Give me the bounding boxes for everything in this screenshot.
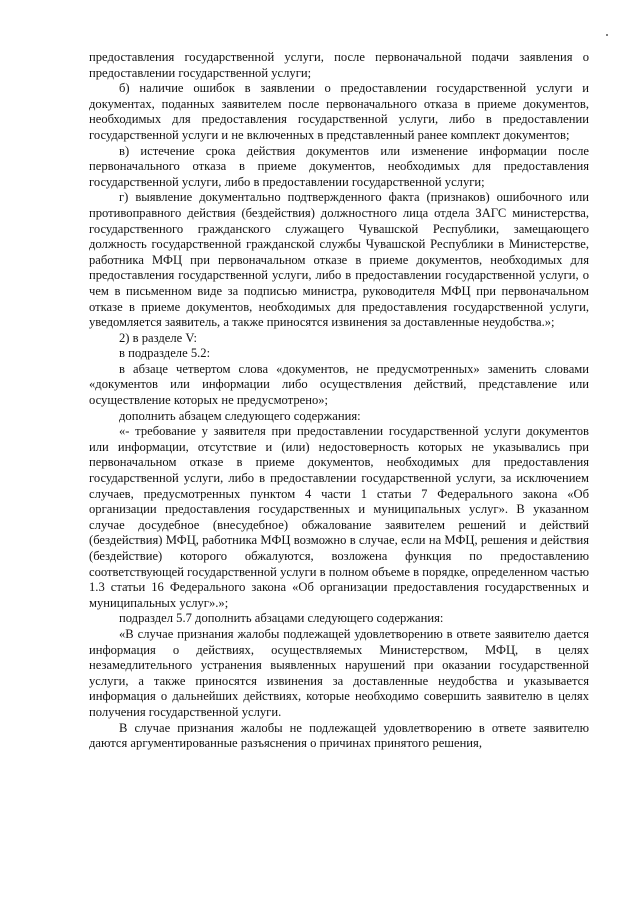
paragraph-item-v: в) истечение срока действия документов или изменение информации после первоначального отказа в приеме документов, необходимых для предоставления государственной услуги, либо в предоставлении государственной услуги; [89,143,589,189]
paragraph-complaint-rejected: В случае признания жалобы не подлежащей удовлетворению в ответе заявителю даются аргументированные разъяснения о причинах принятого решения, [89,720,589,751]
document-body [89,50,589,752]
paragraph-subsection-5-7: подраздел 5.7 дополнить абзацами следующего содержания: [119,611,444,626]
paragraph-complaint-satisfied: «В случае признания жалобы подлежащей удовлетворению в ответе заявителю дается информация о действиях, осуществляемых Министерством, МФЦ, в целях незамедлительного устранения выявленных нарушений при оказании государственной услуги, а также приносятся извинения за доставленные неудобства и указывается информация о дальнейших действиях, которые необходимо совершить заявителю в целях получения государственной услуги. [89,626,589,719]
paragraph-amend-fourth: в абзаце четвертом слова «документов, не предусмотренных» заменить словами «документов или информации либо осуществления действий, представление или осуществление которых не предусмотрено»; [89,361,589,408]
paragraph-subsection-5-2: в подразделе 5.2: [119,346,211,361]
paragraph-item-b: б) наличие ошибок в заявлении о предоставлении государственной услуги и документах, поданных заявителем после первоначального отказа в приеме документов, необходимых для предоставления государственной услуги, либо в предоставлении государственной услуги и не включенных в представленный ранее комплект документов; [89,81,589,142]
paragraph-item-g: г) выявление документально подтвержденного факта (признаков) ошибочного или противоправного действия (бездействия) должностного лица отдела ЗАГС министерства, государственного гражданского служащего Чувашской Республики, замещающего должность государственной гражданской службы Чувашской Республики в Министерстве, работника МФЦ при первоначальном отказе в приеме документов, необходимых для предоставления государственной услуги, либо в предоставлении государственной услуги, о чем в письменном виде за подписью министра, руководителя МФЦ при первоначальном отказе в приеме документов, необходимых для предоставления государственной услуги, уведомляется заявитель, а также приносятся извинения за доставленные неудобства.»; [89,190,589,330]
paragraph-section-v: 2) в разделе V: [119,330,198,345]
scan-speck [606,34,608,36]
paragraph-added-requirement: «- требование у заявителя при предоставлении государственной услуги документов или информации, отсутствие и (или) недостоверность которых не указывались при первоначальном отказе в приеме документов, необходимых для предоставления государственной услуги, либо в предоставлении государственной услуги, за исключением случаев, предусмотренных пунктом 4 части 1 статьи 7 Федерального закона «Об организации предоставления государственных и муниципальных услуг». В указанном случае досудебное (внесудебное) обжалование заявителем решений и действий (бездействия) МФЦ, работника МФЦ возможно в случае, если на МФЦ, решения и действия (бездействие) которого обжалуются, возложена функция по предоставлению соответствующей государственной услуги в полном объеме в порядке, определенном частью 1.3 статьи 16 Федерального закона «Об организации предоставления государственных и муниципальных услуг».»; [89,424,589,610]
paragraph-add-intro: дополнить абзацем следующего содержания: [119,408,361,423]
paragraph-continuation: предоставления государственной услуги, после первоначальной подачи заявления о предоставлении государственной услуги; [89,50,589,80]
